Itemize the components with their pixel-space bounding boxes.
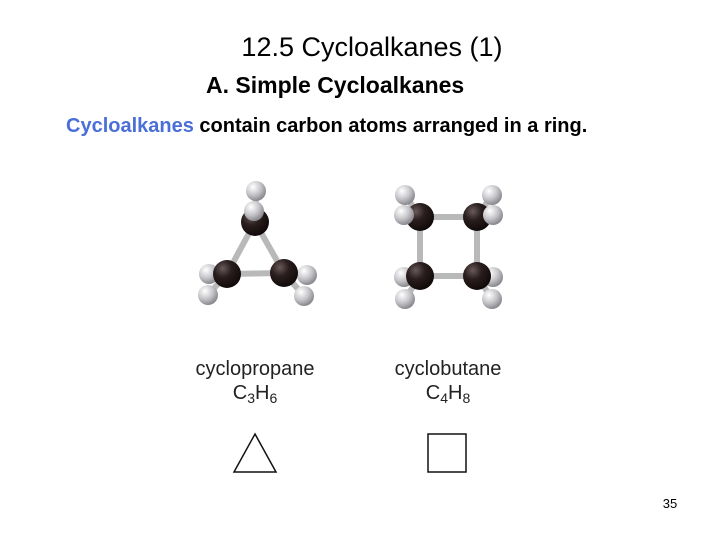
carbon-atom: [270, 259, 298, 287]
slide-title: [0, 30, 720, 64]
page-number: 35: [662, 496, 678, 511]
carbon-atom: [406, 262, 434, 290]
hydrogen-atom: [198, 285, 218, 305]
intro-rest: contain carbon atoms arranged in a ring.: [193, 115, 588, 137]
carbon-atom: [463, 262, 491, 290]
square-icon: [424, 430, 470, 476]
hydrogen-atom: [244, 201, 264, 221]
molecule-models: [0, 170, 720, 320]
compound-name-cyclobutane: cyclobutane: [394, 358, 502, 380]
slide-subtitle: A. Simple Cycloalkanes: [206, 72, 465, 98]
formula-subscript: 4: [440, 390, 448, 406]
cyclobutane-model: [394, 185, 503, 309]
formula-element: H: [448, 382, 463, 404]
intro-sentence: [66, 113, 587, 139]
hydrogen-atom: [395, 289, 415, 309]
formula-element: H: [255, 382, 270, 404]
formula-element: C: [232, 382, 248, 404]
formula-subscript: 8: [462, 390, 471, 406]
slide-title-text: 12.5 Cycloalkanes (1): [241, 32, 503, 62]
carbon-atom: [213, 260, 241, 288]
hydrogen-atom: [246, 181, 266, 201]
hydrogen-atom: [294, 286, 314, 306]
intro-term: Cycloalkanes: [66, 115, 194, 137]
formula-subscript: 3: [247, 390, 255, 406]
hydrogen-atom: [483, 205, 503, 225]
compound-formula-cyclopropane: [185, 382, 325, 404]
formula-element: C: [425, 382, 441, 404]
formula-subscript: 6: [269, 390, 278, 406]
compound-name-cyclopropane: cyclopropane: [195, 358, 315, 380]
hydrogen-atom: [297, 265, 317, 285]
hydrogen-atom: [482, 289, 502, 309]
cyclopropane-model: [198, 181, 317, 306]
hydrogen-atom: [395, 185, 415, 205]
hydrogen-atom: [394, 205, 414, 225]
compound-formula-cyclobutane: [378, 382, 518, 404]
hydrogen-atom: [482, 185, 502, 205]
triangle-icon: [230, 430, 280, 476]
